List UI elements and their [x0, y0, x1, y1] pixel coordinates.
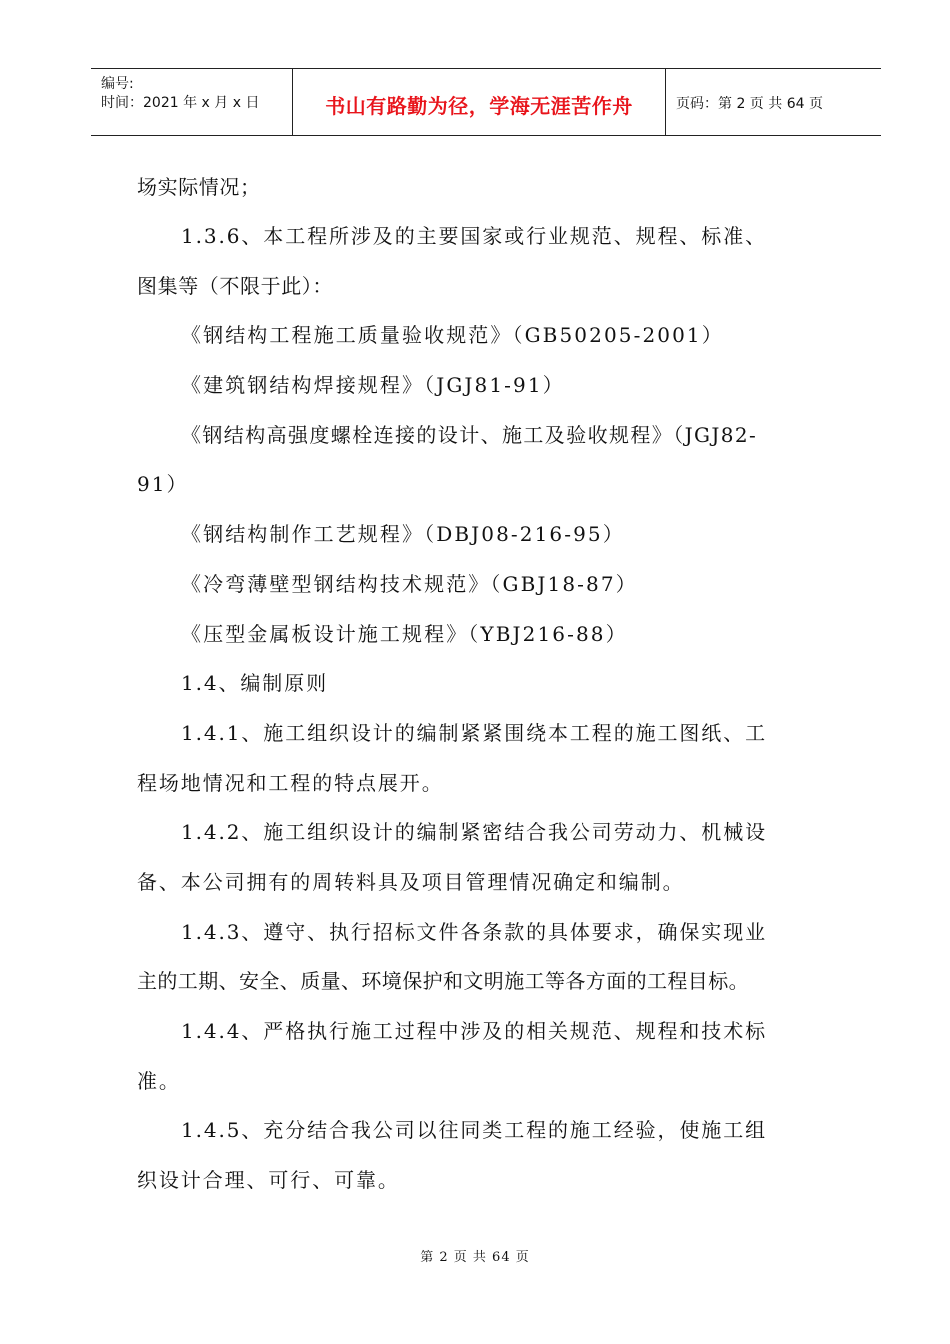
body-line: 1.3.6、本工程所涉及的主要国家或行业规范、规程、标准、: [181, 224, 767, 248]
body-line: 91）: [137, 472, 189, 496]
body-line: 备、本公司拥有的周转料具及项目管理情况确定和编制。: [137, 870, 685, 894]
reference-line: 《钢结构高强度螺栓连接的设计、施工及验收规程》（JGJ82-: [181, 423, 758, 447]
body-line: 1.4.4、严格执行施工过程中涉及的相关规范、规程和技术标: [181, 1019, 767, 1043]
reference-line: 《冷弯薄壁型钢结构技术规范》（GBJ18-87）: [181, 572, 638, 596]
body-line: 1.4.5、充分结合我公司以往同类工程的施工经验，使施工组: [181, 1118, 767, 1142]
header-motto: 书山有路勤为径，学海无涯苦作舟: [325, 94, 633, 118]
doc-time-label: 时间：2021 年 x 月 x 日: [101, 95, 260, 111]
body-line: 准。: [137, 1069, 181, 1093]
header-motto-cell: [293, 69, 666, 135]
reference-line: 《压型金属板设计施工规程》（YBJ216-88）: [181, 622, 628, 646]
header-page-cell: [666, 69, 881, 135]
doc-code-label: 编号:: [101, 76, 134, 92]
body-line: 1.4.1、施工组织设计的编制紧紧围绕本工程的施工图纸、工: [181, 721, 767, 745]
body-line: 图集等（不限于此）：: [137, 274, 333, 298]
reference-line: 《钢结构制作工艺规程》（DBJ08-216-95）: [181, 522, 625, 546]
body-line: 1.4.2、施工组织设计的编制紧密结合我公司劳动力、机械设: [181, 820, 767, 844]
header-page-info: 页码：第 2 页 共 64 页: [676, 96, 823, 112]
body-line: 1.4.3、遵守、执行招标文件各条款的具体要求，确保实现业: [181, 920, 767, 944]
body-line: 场实际情况；: [137, 175, 261, 199]
page-footer: 第 2 页 共 64 页: [420, 1250, 530, 1265]
body-line: 织设计合理、可行、可靠。: [137, 1168, 400, 1192]
header-meta-cell: [91, 69, 293, 135]
page-header: [91, 68, 881, 136]
section-heading: 1.4、编制原则: [181, 671, 329, 695]
body-line: 程场地情况和工程的特点展开。: [137, 771, 444, 795]
body-line: 主的工期、安全、质量、环境保护和文明施工等各方面的工程目标。: [137, 969, 749, 993]
reference-line: 《建筑钢结构焊接规程》（JGJ81-91）: [181, 373, 565, 397]
reference-line: 《钢结构工程施工质量验收规范》（GB50205-2001）: [181, 323, 724, 347]
